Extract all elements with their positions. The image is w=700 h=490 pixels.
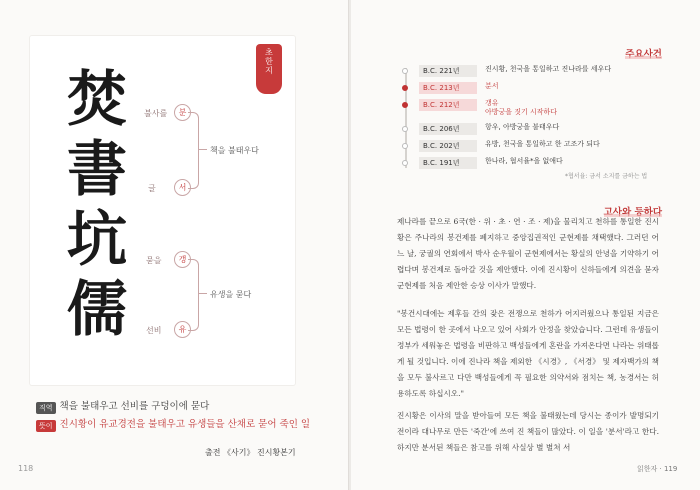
timeline-year: B.C. 191년 bbox=[419, 157, 477, 169]
literal-text: 책을 불태우고 선비를 구덩이에 묻다 bbox=[59, 401, 210, 412]
hanja-char-1: 焚 bbox=[67, 65, 127, 135]
timeline-heading: 주요사건 bbox=[625, 46, 662, 59]
brace-bottom-tick bbox=[199, 293, 207, 294]
timeline-row bbox=[399, 122, 659, 139]
timeline-event: 한나라, 협서율*을 없애다 bbox=[485, 157, 563, 165]
gloss-label-1: 불사를 bbox=[144, 109, 168, 118]
timeline-row bbox=[399, 81, 659, 98]
story-heading: 고사와 등하다 bbox=[604, 204, 662, 217]
source-citation: 출전 《사기》 진시황본기 bbox=[205, 448, 296, 457]
chapter-seal bbox=[256, 44, 282, 94]
gloss-label-3: 묻을 bbox=[146, 256, 162, 265]
timeline-row bbox=[399, 139, 659, 156]
timeline bbox=[399, 64, 659, 173]
left-page bbox=[0, 0, 349, 490]
timeline-row bbox=[399, 98, 659, 122]
timeline-event: 갱유 아방궁을 짓기 시작하다 bbox=[485, 99, 558, 116]
timeline-dot bbox=[402, 85, 408, 91]
timeline-dot bbox=[402, 160, 408, 166]
figurative-text: 진시황이 유교경전을 불태우고 유생들을 산채로 묻어 죽인 일 bbox=[59, 419, 311, 430]
timeline-year: B.C. 213년 bbox=[419, 82, 477, 94]
timeline-event: 진시황, 천국을 통일하고 진나라를 세우다 bbox=[485, 65, 612, 73]
story-paragraph-1: 제나라를 끝으로 6국(한 · 위 · 초 · 연 · 조 · 제)을 물리치고 천하를 통일한 진시황은 주나라의 봉건제를 폐지하고 중앙집권적인 군현제를 채택했다. 그러던 어느 날, 궁궐의 연회에서 박사 순우월이 군현제에서는 황실의 안녕을 기약하기 어렵다며 봉건제로 돌아갈 것을 제안했다. 이에 진시황이 신하들에게 의견을 묻자 군현제를 처음 제안한 승상 이사가 말했다. bbox=[397, 217, 659, 290]
gloss-label-2: 글 bbox=[148, 184, 156, 193]
timeline-year: B.C. 212년 bbox=[419, 99, 477, 111]
definitions bbox=[36, 400, 326, 436]
meaning-top: 책을 불태우다 bbox=[210, 146, 259, 155]
story-paragraph-3: 진시황은 이사의 말을 받아들여 모든 책을 불태웠는데 당시는 종이가 발명되기 전이라 대나무로 만든 '죽간'에 쓰여 진 책들이 많았다. 이 일을 '분서'라고 한다. 하지만 분서된 책들은 참고를 위해 사실상 별 별쳐 서 bbox=[397, 411, 659, 452]
brace-top bbox=[188, 112, 199, 189]
gloss-sound-3: 갱 bbox=[174, 251, 191, 268]
timeline-row bbox=[399, 64, 659, 81]
hanja-char-3: 坑 bbox=[67, 205, 127, 275]
timeline-year: B.C. 206년 bbox=[419, 123, 477, 135]
hanja-char-2: 書 bbox=[67, 135, 127, 205]
timeline-dot bbox=[402, 102, 408, 108]
timeline-year: B.C. 221년 bbox=[419, 65, 477, 77]
brace-bottom bbox=[188, 259, 199, 331]
meaning-bottom: 유생을 묻다 bbox=[210, 290, 252, 299]
hanja-char-4: 儒 bbox=[67, 275, 127, 345]
timeline-dot bbox=[402, 143, 408, 149]
timeline-event: 분서 bbox=[485, 82, 499, 90]
story-paragraph-2: "봉건시대에는 제후들 간의 잦은 전쟁으로 천하가 어지러웠으나 통일된 지금은 모든 법령이 한 곳에서 나오고 있어 사회가 안정을 찾았습니다. 그런데 유생들이 정부가 세워놓은 법령을 비판하고 백성들에게 혼란을 가져온다면 나라는 위태롭게 될 것입니다. 이에 진나라 책을 제외한 《시경》, 《서경》 및 제자백가의 책을 모두 불사르고 다만 백성들에게 꼭 필요한 의약서와 점치는 책, 농경서는 허용하도록 하십시오." bbox=[397, 309, 659, 398]
gloss-sound-1: 분 bbox=[174, 104, 191, 121]
timeline-footnote: *협서율: 금서 소지를 금하는 법 bbox=[565, 173, 648, 180]
literal-row bbox=[36, 400, 326, 414]
timeline-year: B.C. 202년 bbox=[419, 140, 477, 152]
gloss-sound-4: 유 bbox=[174, 321, 191, 338]
timeline-event: 유방, 천국을 통일하고 한 고조가 되다 bbox=[485, 140, 600, 148]
page-number-right: 읽한자 · 119 bbox=[637, 465, 678, 473]
right-page bbox=[351, 0, 700, 490]
seal-char-3: 지 bbox=[265, 66, 273, 75]
figurative-row bbox=[36, 418, 326, 432]
brace-top-tick bbox=[199, 149, 207, 150]
seal-char-2: 한 bbox=[265, 57, 273, 66]
figurative-tag: 뜻이 bbox=[36, 420, 56, 432]
gloss-sound-2: 서 bbox=[174, 179, 191, 196]
timeline-event: 항우, 아방궁을 불태우다 bbox=[485, 123, 560, 131]
timeline-dot bbox=[402, 68, 408, 74]
timeline-dot bbox=[402, 126, 408, 132]
seal-char-1: 초 bbox=[265, 48, 273, 57]
page-number-left: 118 bbox=[18, 464, 34, 473]
literal-tag: 직역 bbox=[36, 402, 56, 414]
gloss-label-4: 선비 bbox=[146, 326, 162, 335]
